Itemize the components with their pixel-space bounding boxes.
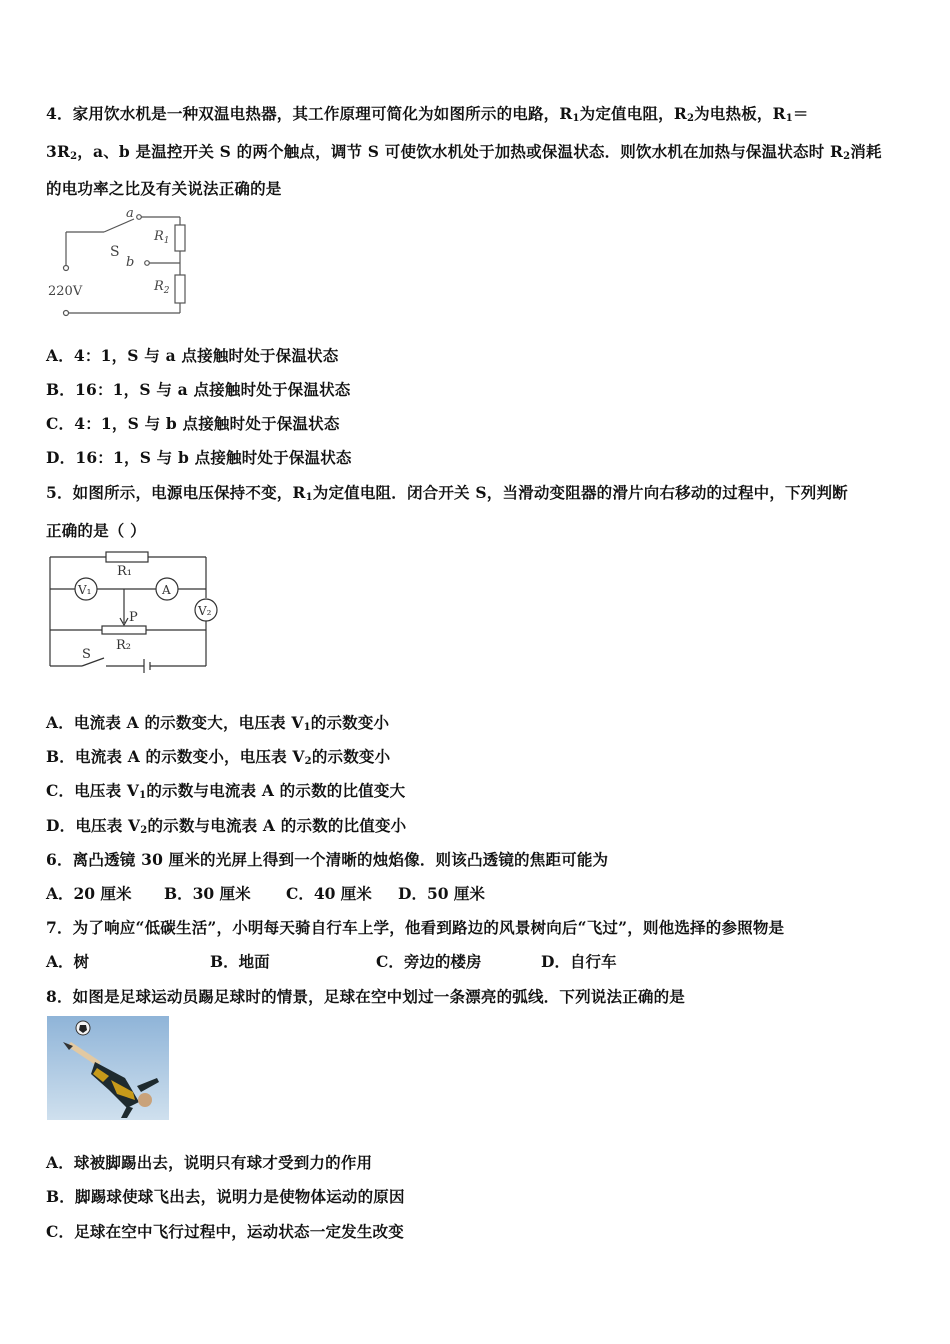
q6-stem: 6．离凸透镜 30 厘米的光屏上得到一个清晰的烛焰像．则该凸透镜的焦距可能为: [46, 850, 609, 869]
q5-label-r1: R₁: [117, 564, 132, 579]
q7-option-b: B．地面: [210, 952, 270, 971]
q4-label-b: b: [126, 255, 135, 270]
q6-option-a: A．20 厘米: [46, 884, 132, 903]
q5-option-a: A．电流表 A 的示数变大，电压表 $V_1$的示数变小: [46, 713, 390, 733]
q5-label-s: S: [82, 647, 91, 662]
q4-label-s: S: [110, 244, 120, 260]
q5-label-p: P: [129, 610, 138, 625]
q4-option-c: C．4：1，S 与 b 点接触时处于保温状态: [46, 414, 340, 433]
q4-label-r2: $R_2$: [154, 279, 170, 296]
q5-circuit-diagram: [44, 548, 224, 673]
q4-stem-line1: 4．家用饮水机是一种双温电热器，其工作原理可简化为如图所示的电路，$R_1$为定值电阻，$R_2$为电热板，$R_1=$: [46, 104, 809, 124]
q4-stem-line2: $3R_2$，a、b 是温控开关 S 的两个触点，调节 S 可使饮水机处于加热或保温状态．则饮水机在加热与保温状态时 $R_2$消耗: [46, 142, 882, 162]
q8-option-a: A．球被脚踢出去，说明只有球才受到力的作用: [46, 1153, 373, 1172]
q4-circuit-diagram: [44, 205, 204, 323]
q5-stem-line1: 5．如图所示，电源电压保持不变，$R_1$为定值电阻．闭合开关 S，当滑动变阻器的滑片向右移动的过程中，下列判断: [46, 483, 848, 503]
q7-option-a: A．树: [46, 952, 90, 971]
q4-option-d: D．16：1，S 与 b 点接触时处于保温状态: [46, 448, 352, 467]
q5-label-v1: V₁: [78, 583, 92, 597]
q8-option-c: C．足球在空中飞行过程中，运动状态一定发生改变: [46, 1222, 404, 1241]
q8-stem: 8．如图是足球运动员踢足球时的情景，足球在空中划过一条漂亮的弧线．下列说法正确的是: [46, 987, 685, 1006]
q4-option-a: A．4：1，S 与 a 点接触时处于保温状态: [46, 346, 339, 365]
q5-stem-line2: 正确的是（ ）: [46, 521, 146, 540]
q5-option-d: D．电压表 $V_2$的示数与电流表 A 的示数的比值变小: [46, 816, 407, 836]
q7-stem: 7．为了响应“低碳生活”，小明每天骑自行车上学，他看到路边的风景树向后“飞过”，则他选择的参照物是: [46, 918, 785, 937]
q7-option-d: D．自行车: [541, 952, 617, 971]
q4-label-a: a: [126, 206, 134, 221]
q5-option-c: C．电压表 $V_1$的示数与电流表 A 的示数的比值变大: [46, 781, 406, 801]
q6-option-d: D．50 厘米: [398, 884, 485, 903]
q4-stem-line3: 的电功率之比及有关说法正确的是: [46, 179, 282, 198]
q5-label-ammeter: A: [162, 583, 171, 597]
q4-option-b: B．16：1，S 与 a 点接触时处于保温状态: [46, 380, 351, 399]
q7-option-c: C．旁边的楼房: [376, 952, 482, 971]
q5-label-v2: V₂: [198, 604, 212, 618]
q6-option-b: B．30 厘米: [164, 884, 251, 903]
q8-soccer-player-image: [47, 1016, 169, 1120]
q5-option-b: B．电流表 A 的示数变小，电压表 $V_2$的示数变小: [46, 747, 391, 767]
q4-label-voltage: 220V: [48, 284, 83, 299]
q4-label-r1: $R_1$: [154, 229, 170, 246]
q5-label-r2: R₂: [116, 638, 131, 653]
q8-option-b: B．脚踢球使球飞出去，说明力是使物体运动的原因: [46, 1187, 405, 1206]
q6-option-c: C．40 厘米: [286, 884, 372, 903]
